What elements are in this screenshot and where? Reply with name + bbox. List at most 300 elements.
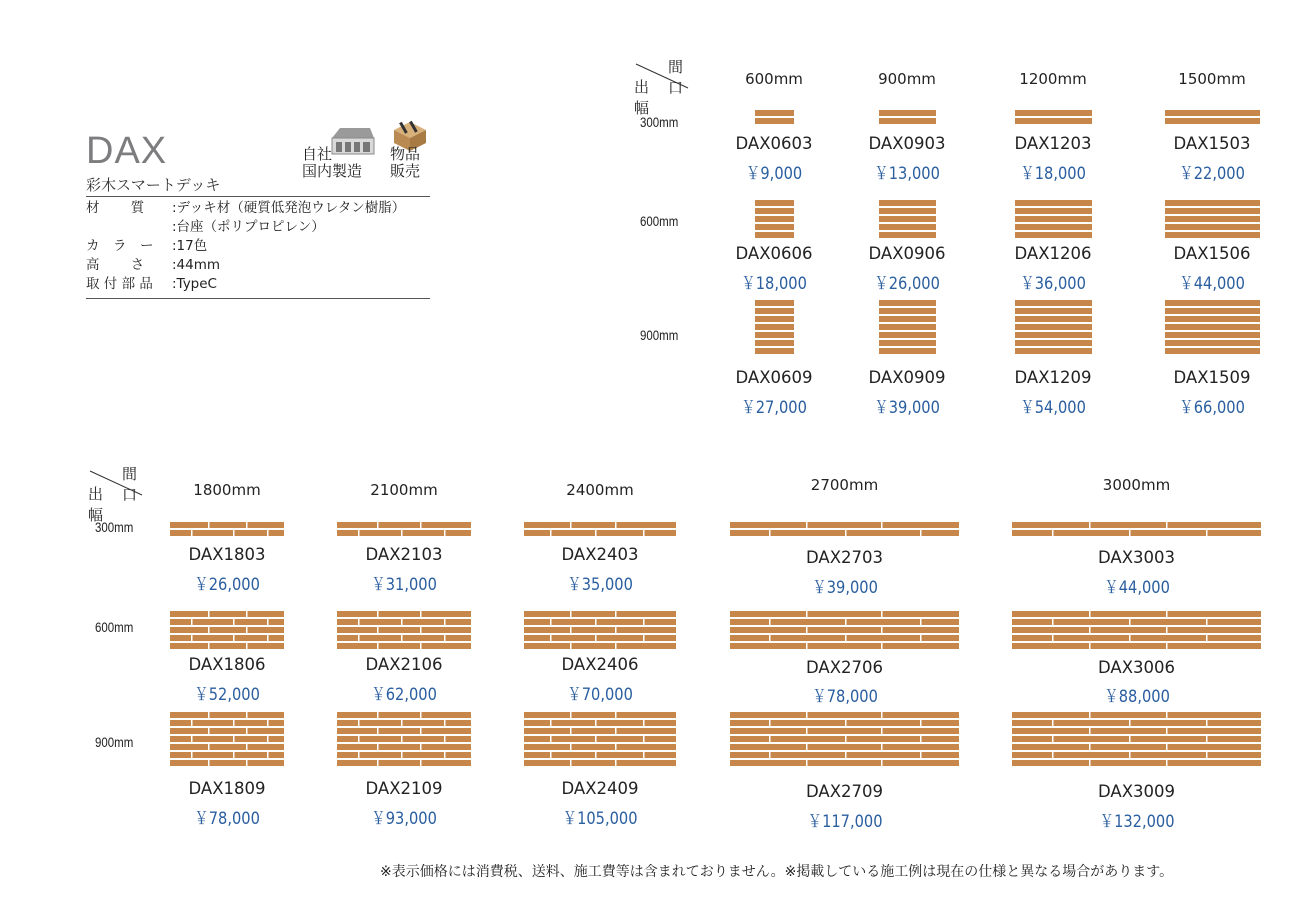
spec-label: 高 さ	[86, 257, 145, 273]
product-code: DAX1209	[1014, 368, 1092, 387]
deck-board	[337, 619, 471, 625]
deck-board-seam	[550, 752, 552, 758]
product-price: ￥22,000	[1179, 164, 1245, 184]
deck-board-seam	[208, 522, 210, 528]
deck-board-seam	[401, 736, 403, 742]
deck-panel-illustration	[170, 611, 284, 649]
deck-panel-illustration	[755, 300, 794, 354]
deck-board	[755, 118, 794, 124]
deck-board-seam	[191, 736, 193, 742]
deck-board-seam	[1052, 752, 1054, 758]
deck-board	[730, 635, 959, 641]
deck-panel-illustration	[524, 611, 676, 649]
deck-board	[170, 736, 284, 742]
deck-board-seam	[358, 619, 360, 625]
deck-board-seam	[845, 530, 847, 536]
deck-board-seam	[1129, 619, 1131, 625]
deck-board-seam	[570, 728, 572, 734]
product-code: DAX0909	[868, 368, 946, 387]
deck-board-seam	[233, 619, 235, 625]
deck-board-seam	[881, 627, 883, 633]
deck-board	[730, 720, 959, 726]
deck-panel-illustration	[1015, 110, 1092, 124]
deck-board	[170, 530, 284, 536]
deck-board-seam	[920, 530, 922, 536]
deck-panel-illustration	[879, 200, 936, 238]
deck-board	[1165, 224, 1260, 230]
deck-board	[524, 744, 676, 750]
footnote: ※表示価格には消費税、送料、施工費等は含まれておりません。※掲載している施工例は現在の仕様と異なる場合があります。	[380, 864, 1174, 880]
deck-board-seam	[401, 530, 403, 536]
column-header-width: 2400mm	[566, 481, 634, 499]
deck-board	[1165, 208, 1260, 214]
deck-board-seam	[806, 728, 808, 734]
deck-board	[1012, 752, 1261, 758]
deck-board-seam	[358, 736, 360, 742]
deck-panel-illustration	[1012, 522, 1261, 536]
deck-board	[1015, 200, 1092, 206]
deck-board	[879, 332, 936, 338]
deck-board	[755, 300, 794, 306]
product-code: DAX2706	[806, 658, 883, 677]
deck-board-seam	[420, 627, 422, 633]
spec-top-rule	[86, 196, 430, 197]
deck-panel-illustration	[337, 611, 471, 649]
deck-panel-illustration	[1012, 712, 1261, 766]
product-price: ￥105,000	[562, 809, 638, 829]
deck-board	[1012, 611, 1261, 617]
deck-board-seam	[208, 744, 210, 750]
deck-board-seam	[881, 712, 883, 718]
badge-sales-line1: 物品	[390, 145, 421, 163]
deck-board-seam	[806, 760, 808, 766]
deck-board-seam	[1089, 712, 1091, 718]
deck-board	[755, 232, 794, 238]
deck-board	[1015, 308, 1092, 314]
deck-board	[524, 530, 676, 536]
deck-board-seam	[267, 635, 269, 641]
product-price: ￥36,000	[1020, 274, 1086, 294]
deck-board	[1165, 110, 1260, 116]
deck-board-seam	[191, 720, 193, 726]
deck-board-seam	[615, 522, 617, 528]
deck-board	[1165, 348, 1260, 354]
deck-board-seam	[420, 611, 422, 617]
deck-board-seam	[401, 619, 403, 625]
deck-board	[337, 720, 471, 726]
deck-board-seam	[191, 752, 193, 758]
deck-board	[337, 744, 471, 750]
deck-board-seam	[358, 635, 360, 641]
deck-board	[879, 324, 936, 330]
deck-board	[524, 611, 676, 617]
product-code: DAX0906	[868, 244, 946, 263]
deck-board-seam	[845, 752, 847, 758]
deck-board	[337, 712, 471, 718]
deck-board	[524, 720, 676, 726]
deck-board-seam	[208, 643, 210, 649]
deck-board-seam	[769, 752, 771, 758]
product-code: DAX1506	[1173, 244, 1251, 263]
product-price: ￥27,000	[741, 398, 807, 418]
deck-board	[879, 208, 936, 214]
deck-panel-illustration	[170, 522, 284, 536]
deck-board-seam	[845, 619, 847, 625]
deck-board-seam	[420, 712, 422, 718]
deck-board-seam	[208, 760, 210, 766]
product-price: ￥66,000	[1179, 398, 1245, 418]
deck-board-seam	[358, 720, 360, 726]
deck-board-seam	[233, 635, 235, 641]
spec-row	[86, 256, 220, 275]
deck-board	[1015, 348, 1092, 354]
deck-board	[1012, 712, 1261, 718]
deck-board	[170, 611, 284, 617]
deck-board	[337, 752, 471, 758]
product-code: DAX3003	[1098, 548, 1175, 567]
deck-board	[170, 760, 284, 766]
product-code: DAX2703	[806, 548, 883, 567]
deck-board	[1012, 728, 1261, 734]
deck-board	[1015, 118, 1092, 124]
deck-board-seam	[267, 720, 269, 726]
product-subtitle: 彩木スマートデッキ	[86, 176, 221, 194]
deck-board	[524, 619, 676, 625]
column-header-width: 1200mm	[1019, 70, 1087, 88]
deck-board-seam	[377, 744, 379, 750]
deck-board-seam	[420, 760, 422, 766]
deck-board-seam	[267, 752, 269, 758]
deck-board-seam	[444, 720, 446, 726]
deck-board-seam	[267, 619, 269, 625]
deck-board-seam	[208, 712, 210, 718]
deck-panel-illustration	[524, 712, 676, 766]
deck-board	[730, 760, 959, 766]
deck-board-seam	[920, 635, 922, 641]
deck-board-seam	[191, 530, 193, 536]
deck-panel-illustration	[1165, 200, 1260, 238]
deck-board-seam	[246, 712, 248, 718]
deck-board-seam	[377, 712, 379, 718]
deck-board-seam	[377, 522, 379, 528]
deck-board	[879, 110, 936, 116]
deck-board-seam	[208, 611, 210, 617]
row-header-depth: 300mm	[640, 114, 679, 130]
deck-panel-illustration	[730, 522, 959, 536]
product-code: DAX2103	[365, 545, 443, 564]
deck-board-seam	[377, 760, 379, 766]
product-price: ￥18,000	[1020, 164, 1086, 184]
deck-board-seam	[615, 643, 617, 649]
deck-board-seam	[881, 744, 883, 750]
deck-board	[1015, 110, 1092, 116]
deck-panel-illustration	[1015, 200, 1092, 238]
spec-row	[86, 275, 217, 294]
product-price: ￥78,000	[811, 687, 878, 707]
deck-board-seam	[615, 627, 617, 633]
deck-board-seam	[615, 728, 617, 734]
spec-row	[86, 199, 405, 218]
deck-board-seam	[920, 752, 922, 758]
row-header-depth: 900mm	[640, 327, 679, 343]
deck-board	[1012, 619, 1261, 625]
deck-board	[755, 316, 794, 322]
deck-board	[1165, 332, 1260, 338]
column-header-width: 1800mm	[193, 481, 261, 499]
product-code: DAX1206	[1014, 244, 1092, 263]
deck-board-seam	[595, 720, 597, 726]
deck-board	[1015, 208, 1092, 214]
deck-board	[755, 200, 794, 206]
deck-board	[524, 736, 676, 742]
deck-board-seam	[595, 635, 597, 641]
deck-board	[755, 340, 794, 346]
product-price: ￥26,000	[874, 274, 940, 294]
deck-board	[524, 522, 676, 528]
deck-board	[730, 728, 959, 734]
column-header-width: 2100mm	[370, 481, 438, 499]
deck-board-seam	[1166, 627, 1168, 633]
deck-board-seam	[1166, 760, 1168, 766]
deck-board-seam	[420, 643, 422, 649]
product-code: DAX2403	[561, 545, 639, 564]
deck-board	[730, 627, 959, 633]
deck-board-seam	[570, 627, 572, 633]
deck-board	[879, 224, 936, 230]
spec-row	[86, 218, 325, 237]
badge-sales-line2: 販売	[390, 162, 421, 180]
deck-board-seam	[595, 752, 597, 758]
deck-board-seam	[208, 728, 210, 734]
deck-board-seam	[246, 627, 248, 633]
deck-panel-illustration	[1012, 611, 1261, 649]
deck-board-seam	[401, 720, 403, 726]
product-price: ￥132,000	[1098, 812, 1175, 832]
deck-board-seam	[920, 619, 922, 625]
deck-board	[524, 752, 676, 758]
deck-board	[730, 522, 959, 528]
deck-board-seam	[570, 760, 572, 766]
deck-board	[170, 728, 284, 734]
product-price: ￥62,000	[371, 685, 437, 705]
deck-board-seam	[570, 611, 572, 617]
deck-board	[730, 619, 959, 625]
deck-board	[1165, 340, 1260, 346]
column-header-width: 2700mm	[810, 476, 879, 494]
deck-board-seam	[444, 619, 446, 625]
deck-board	[1012, 720, 1261, 726]
row-header-depth: 900mm	[95, 734, 134, 750]
deck-board-seam	[246, 522, 248, 528]
deck-board-seam	[1129, 635, 1131, 641]
deck-board-seam	[444, 752, 446, 758]
deck-board-seam	[1089, 627, 1091, 633]
deck-board	[1165, 324, 1260, 330]
deck-board	[524, 643, 676, 649]
deck-board-seam	[845, 736, 847, 742]
deck-board-seam	[444, 530, 446, 536]
deck-board-seam	[1206, 619, 1208, 625]
deck-board-seam	[191, 635, 193, 641]
deck-board	[337, 728, 471, 734]
product-code: DAX1803	[188, 545, 266, 564]
product-code: DAX2709	[806, 782, 883, 801]
deck-board	[524, 712, 676, 718]
deck-board	[337, 643, 471, 649]
deck-panel-illustration	[337, 522, 471, 536]
product-price: ￥13,000	[874, 164, 940, 184]
deck-board	[755, 332, 794, 338]
deck-board-seam	[246, 728, 248, 734]
deck-board-seam	[615, 760, 617, 766]
deck-board-seam	[550, 619, 552, 625]
deck-board	[879, 232, 936, 238]
deck-board	[1012, 522, 1261, 528]
spec-label: カ ラ ー	[86, 238, 154, 254]
row-header-depth: 300mm	[95, 519, 134, 535]
deck-board-seam	[1129, 736, 1131, 742]
deck-panel-illustration	[755, 200, 794, 238]
deck-board-seam	[920, 720, 922, 726]
deck-board-seam	[643, 635, 645, 641]
product-name: DAX	[86, 130, 168, 172]
deck-board	[879, 316, 936, 322]
deck-board-seam	[1166, 522, 1168, 528]
deck-panel-illustration	[1165, 110, 1260, 124]
deck-board	[730, 530, 959, 536]
deck-board-seam	[881, 728, 883, 734]
deck-board-seam	[769, 635, 771, 641]
deck-board	[879, 216, 936, 222]
deck-board-seam	[420, 728, 422, 734]
deck-board-seam	[377, 643, 379, 649]
deck-board	[755, 216, 794, 222]
spec-label: 材 質	[86, 200, 145, 216]
deck-board	[1165, 316, 1260, 322]
deck-board	[337, 611, 471, 617]
deck-board	[1165, 300, 1260, 306]
corner-top-width-label: 間口	[668, 58, 684, 97]
deck-board	[1015, 332, 1092, 338]
deck-board	[1015, 340, 1092, 346]
product-code: DAX3009	[1098, 782, 1175, 801]
product-price: ￥52,000	[194, 685, 260, 705]
product-code: DAX0603	[735, 134, 813, 153]
deck-board-seam	[769, 720, 771, 726]
deck-panel-illustration	[1015, 300, 1092, 354]
deck-board	[755, 224, 794, 230]
deck-board-seam	[1166, 744, 1168, 750]
spec-value: :17色	[172, 238, 208, 254]
deck-board-seam	[246, 760, 248, 766]
deck-board-seam	[550, 635, 552, 641]
deck-board	[1012, 760, 1261, 766]
deck-board-seam	[881, 611, 883, 617]
deck-board	[170, 643, 284, 649]
deck-board-seam	[246, 643, 248, 649]
deck-board	[337, 522, 471, 528]
product-price: ￥117,000	[806, 812, 883, 832]
product-price: ￥93,000	[371, 809, 437, 829]
product-price: ￥18,000	[741, 274, 807, 294]
deck-board-seam	[233, 720, 235, 726]
product-code: DAX0606	[735, 244, 813, 263]
badge-domestic-line1: 自社	[302, 145, 333, 163]
deck-board-seam	[550, 720, 552, 726]
deck-panel-illustration	[879, 110, 936, 124]
deck-board	[170, 720, 284, 726]
deck-board-seam	[401, 635, 403, 641]
deck-board	[170, 619, 284, 625]
deck-board	[524, 728, 676, 734]
deck-board-seam	[570, 744, 572, 750]
deck-board-seam	[570, 522, 572, 528]
deck-board-seam	[1206, 736, 1208, 742]
deck-board	[755, 348, 794, 354]
deck-board-seam	[1206, 635, 1208, 641]
deck-board-seam	[881, 522, 883, 528]
deck-board	[1015, 216, 1092, 222]
spec-bottom-rule	[86, 298, 430, 299]
deck-panel-illustration	[524, 522, 676, 536]
deck-board-seam	[769, 530, 771, 536]
deck-board-seam	[1052, 720, 1054, 726]
deck-board-seam	[1089, 760, 1091, 766]
deck-board-seam	[267, 736, 269, 742]
deck-board-seam	[1052, 635, 1054, 641]
deck-board	[337, 627, 471, 633]
deck-board-seam	[615, 611, 617, 617]
deck-board-seam	[191, 619, 193, 625]
product-code: DAX1503	[1173, 134, 1251, 153]
deck-board-seam	[806, 712, 808, 718]
product-price: ￥44,000	[1179, 274, 1245, 294]
product-code: DAX1809	[188, 779, 266, 798]
spec-value: :TypeC	[172, 276, 217, 292]
deck-panel-illustration	[1165, 300, 1260, 354]
deck-board	[730, 736, 959, 742]
deck-board-seam	[595, 619, 597, 625]
deck-board	[337, 530, 471, 536]
deck-board	[1012, 627, 1261, 633]
product-price: ￥44,000	[1103, 578, 1170, 598]
deck-board-seam	[920, 736, 922, 742]
deck-panel-illustration	[730, 611, 959, 649]
deck-board-seam	[806, 611, 808, 617]
deck-board-seam	[570, 712, 572, 718]
product-price: ￥88,000	[1103, 687, 1170, 707]
deck-board-seam	[1166, 728, 1168, 734]
deck-board	[1015, 316, 1092, 322]
deck-board-seam	[377, 728, 379, 734]
deck-board	[1165, 232, 1260, 238]
corner-bottom-depth-label: 出幅	[88, 485, 104, 524]
deck-board	[879, 300, 936, 306]
deck-board-seam	[1129, 530, 1131, 536]
deck-board-seam	[420, 522, 422, 528]
product-code: DAX2109	[365, 779, 443, 798]
product-price: ￥54,000	[1020, 398, 1086, 418]
deck-board-seam	[595, 736, 597, 742]
product-code: DAX2106	[365, 655, 443, 674]
deck-board-seam	[845, 635, 847, 641]
deck-board	[170, 752, 284, 758]
deck-board	[170, 522, 284, 528]
deck-board-seam	[550, 530, 552, 536]
column-header-width: 600mm	[745, 70, 803, 88]
column-header-width: 3000mm	[1102, 476, 1171, 494]
deck-board	[1015, 324, 1092, 330]
